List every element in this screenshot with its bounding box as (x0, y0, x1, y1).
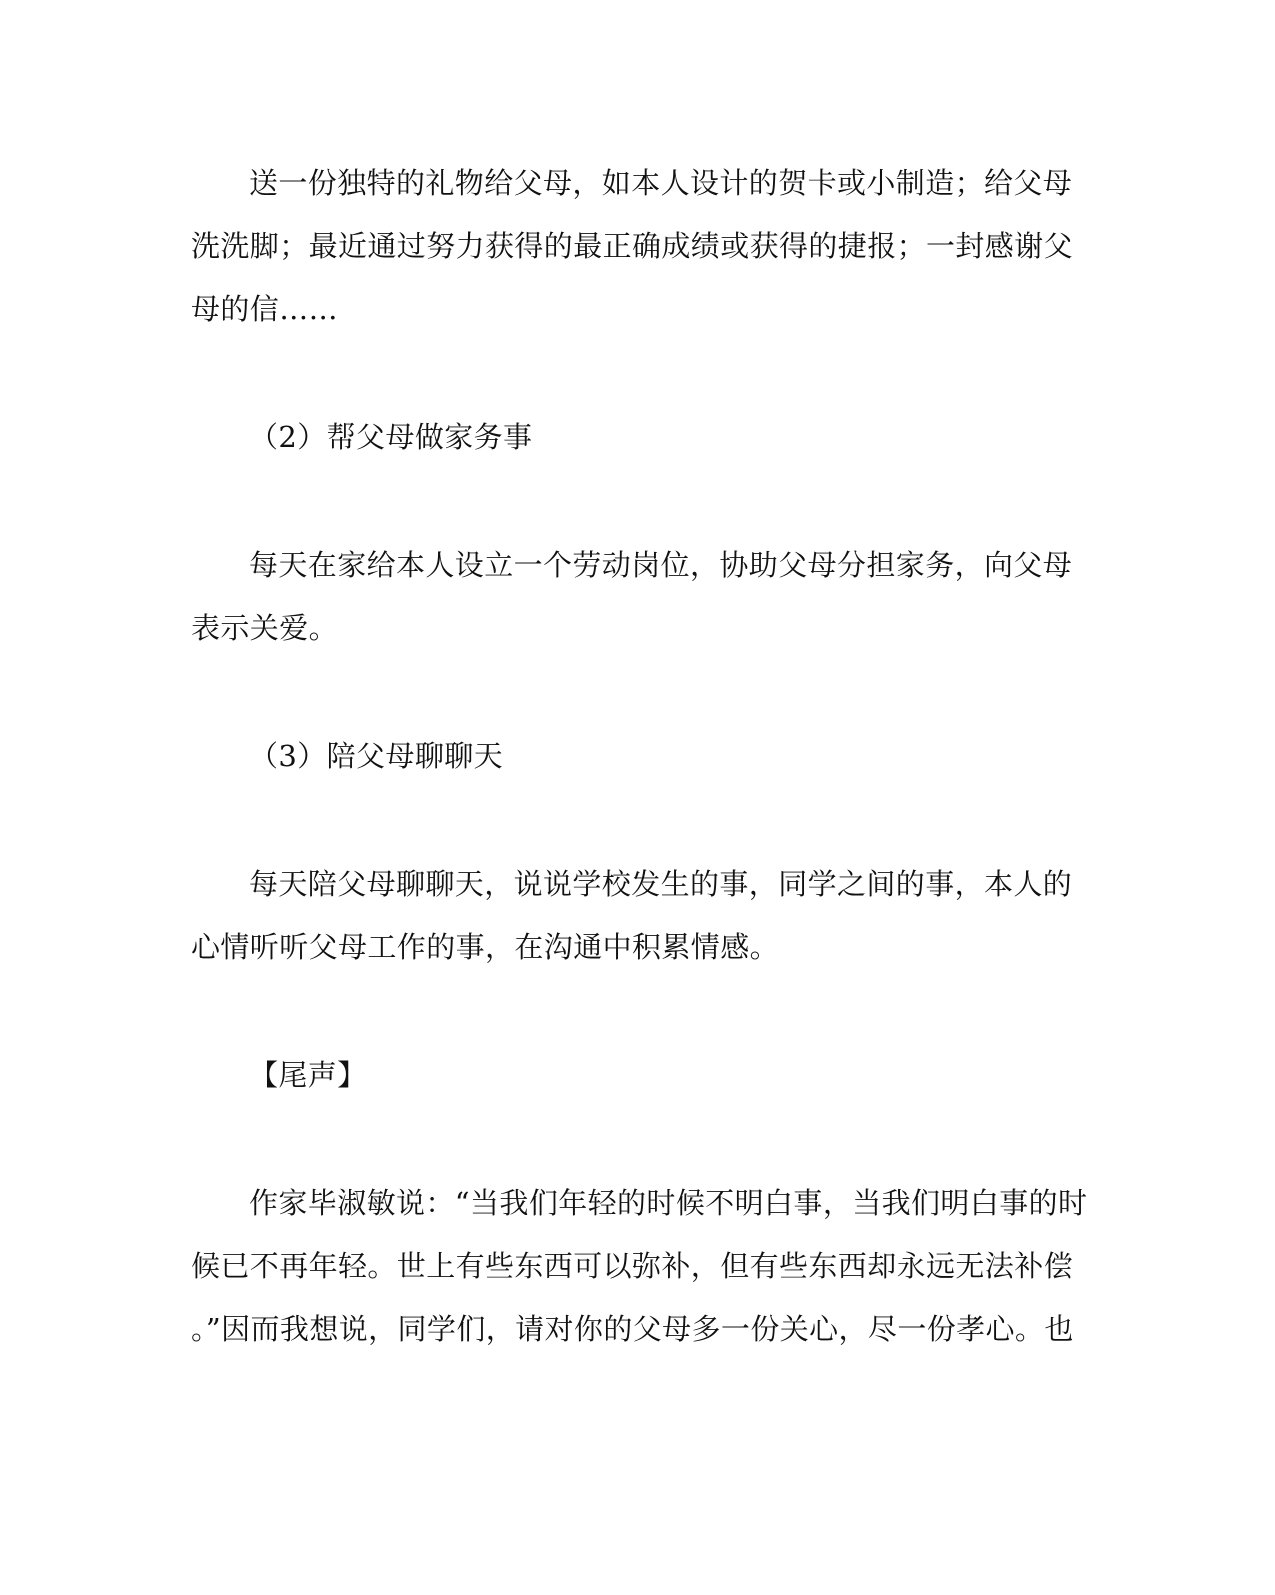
paragraph-epilogue-line-3: 。”因而我想说，同学们，请对你的父母多一份关心，尽一份孝心。也 (191, 1312, 1074, 1346)
paragraph-gift-line-2: 洗洗脚；最近通过努力获得的最正确成绩或获得的捷报；一封感谢父 (191, 229, 1074, 263)
heading-housework: （2）帮父母做家务事 (249, 420, 533, 454)
paragraph-chat-line-2: 心情听听父母工作的事，在沟通中积累情感。 (191, 930, 780, 964)
paragraph-epilogue-line-1: 作家毕淑敏说：“当我们年轻的时候不明白事，当我们明白事的时 (249, 1186, 1088, 1220)
paragraph-chat-line-1: 每天陪父母聊聊天，说说学校发生的事，同学之间的事，本人的 (249, 867, 1073, 901)
heading-chat: （3）陪父母聊聊天 (249, 739, 504, 773)
paragraph-epilogue-line-2: 候已不再年轻。世上有些东西可以弥补，但有些东西却永远无法补偿 (191, 1249, 1074, 1283)
heading-epilogue: 【尾声】 (249, 1058, 367, 1092)
paragraph-gift-line-1: 送一份独特的礼物给父母，如本人设计的贺卡或小制造；给父母 (249, 166, 1073, 200)
paragraph-gift-line-3: 母的信…… (191, 292, 339, 326)
paragraph-housework-line-2: 表示关爱。 (191, 611, 339, 645)
paragraph-housework-line-1: 每天在家给本人设立一个劳动岗位，协助父母分担家务，向父母 (249, 548, 1073, 582)
